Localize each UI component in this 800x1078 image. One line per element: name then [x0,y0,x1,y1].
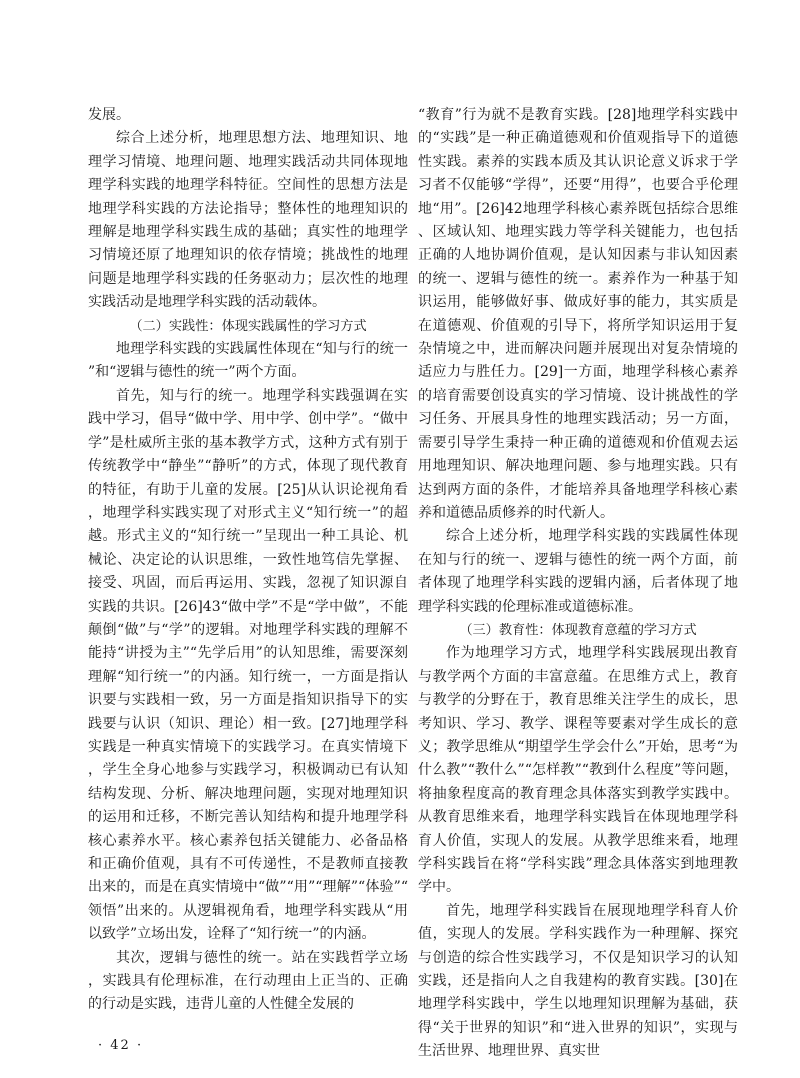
paragraph: 综合上述分析，地理学科实践的实践属性体现在知与行的统一、逻辑与德性的统一两个方面，前者体现了地理学科实践的逻辑内涵，后者体现了地理学科实践的伦理标准或道德标准。 [418,528,738,615]
section-heading: （三）教育性：体现教育意蕴的学习方式 [459,622,697,638]
page-number: · 42 · [98,1038,144,1053]
paragraph: 作为地理学习方式，地理学科实践展现出教育与教学两个方面的丰富意蕴。在思维方式上，教育与教学的分野在于，教育思维关注学生的成长，思考知识、学习、教学、课程等要素对学生成长的意义；教学思维从“期望学生学会什么”开始，思考“为什么教”“教什么”“怎样教”“教到什么程度”等问题，将抽象程度高的教育理念具体落实到教学实践中。从教育思维来看，地理学科实践旨在体现地理学科育人价值，实现人的发展。从教学思维来看，地理学科实践旨在将“学科实践”理念具体落实到地理教学中。 [418,645,738,896]
paragraph: 其次，逻辑与德性的统一。站在实践哲学立场，实践具有伦理标准，在行动理由上正当的、正确的行动是实践，违背儿童的人性健全发展的 [88,949,408,1013]
paragraph: 地理学科实践的实践属性体现在“知与行的统一”和“逻辑与德性的统一”两个方面。 [88,341,408,381]
paragraph: 发展。 [88,107,130,123]
paragraph: 首先，地理学科实践旨在展现地理学科育人价值，实现人的发展。学科实践作为一种理解、探究与创造的综合性实践学习，不仅是知识学习的认知实践，还是指向人之自我建构的教育实践。[30]在地理学科实践中，学生以地理知识理解为基础，获得“关于世界的知识”和“进入世界的知识”，实现与生活世界、地理世界、真实世 [418,902,738,1060]
left-column [88,104,408,1017]
paragraph: 首先，知与行的统一。地理学科实践强调在实践中学习，倡导“做中学、用中学、创中学”。“做中学”是杜威所主张的基本教学方式，这种方式有别于传统教学中“静坐”“静听”的方式，体现了现代教育的特征，有助于儿童的发展。[25]从认识论视角看，地理学科实践实现了对形式主义“知行统一”的超越。形式主义的“知行统一”呈现出一种工具论、机械论、决定论的认识思维，一致性地笃信先掌握、接受、巩固，而后再运用、实践，忽视了知识源自实践的共识。[26]43“做中学”不是“学中做”，不能颠倒“做”与“学”的逻辑。对地理学科实践的理解不能持“讲授为主”“先学后用”的认知思维，需要深刻理解“知行统一”的内涵。知行统一，一方面是指认识要与实践相一致，另一方面是指知识指导下的实践要与认识（知识、理论）相一致。[27]地理学科实践是一种真实情境下的实践学习。在真实情境下，学生全身心地参与实践学习，积极调动已有认知结构发现、分析、解决地理问题，实现对地理知识的运用和迁移，不断完善认知结构和提升地理学科核心素养水平。核心素养包括关键能力、必备品格和正确价值观，具有不可传递性，不是教师直接教出来的，而是在真实情境中“做”“用”“理解”“体验”“领悟”出来的。从逻辑视角看，地理学科实践从“用以致学”立场出发，诠释了“知行统一”的内涵。 [88,387,408,943]
paragraph: “教育”行为就不是教育实践。[28]地理学科实践中的“实践”是一种正确道德观和价值观指导下的道德性实践。素养的实践本质及其认识论意义诉求于学习者不仅能够“学得”，还要“用得”，也要合乎伦理地“用”。[26]42地理学科核心素养既包括综合思维、区域认知、地理实践力等学科关键能力，也包括正确的人地协调价值观，是认知因素与非认知因素的统一、逻辑与德性的统一。素养作为一种基于知识运用，能够做好事、做成好事的能力，其实质是在道德观、价值观的引导下，将所学知识运用于复杂情境之中，进而解决问题并展现出对复杂情境的适应力与胜任力。[29]一方面，地理学科核心素养的培育需要创设真实的学习情境、设计挑战性的学习任务、开展具身性的地理实践活动；另一方面，需要引导学生秉持一种正确的道德观和价值观去运用地理知识、解决地理问题、参与地理实践。只有达到两方面的条件，才能培养具备地理学科核心素养和道德品质修养的时代新人。 [418,107,738,521]
section-heading: （二）实践性：体现实践属性的学习方式 [129,318,367,334]
right-column [418,104,738,1064]
paragraph: 综合上述分析，地理思想方法、地理知识、地理学习情境、地理问题、地理实践活动共同体现地理学科实践的地理学科特征。空间性的思想方法是地理学科实践的方法论指导；整体性的地理知识的理解是地理学科实践生成的基础；真实性的地理学习情境还原了地理知识的依存情境；挑战性的地理问题是地理学科实践的任务驱动力；层次性的地理实践活动是地理学科实践的活动载体。 [88,130,408,311]
